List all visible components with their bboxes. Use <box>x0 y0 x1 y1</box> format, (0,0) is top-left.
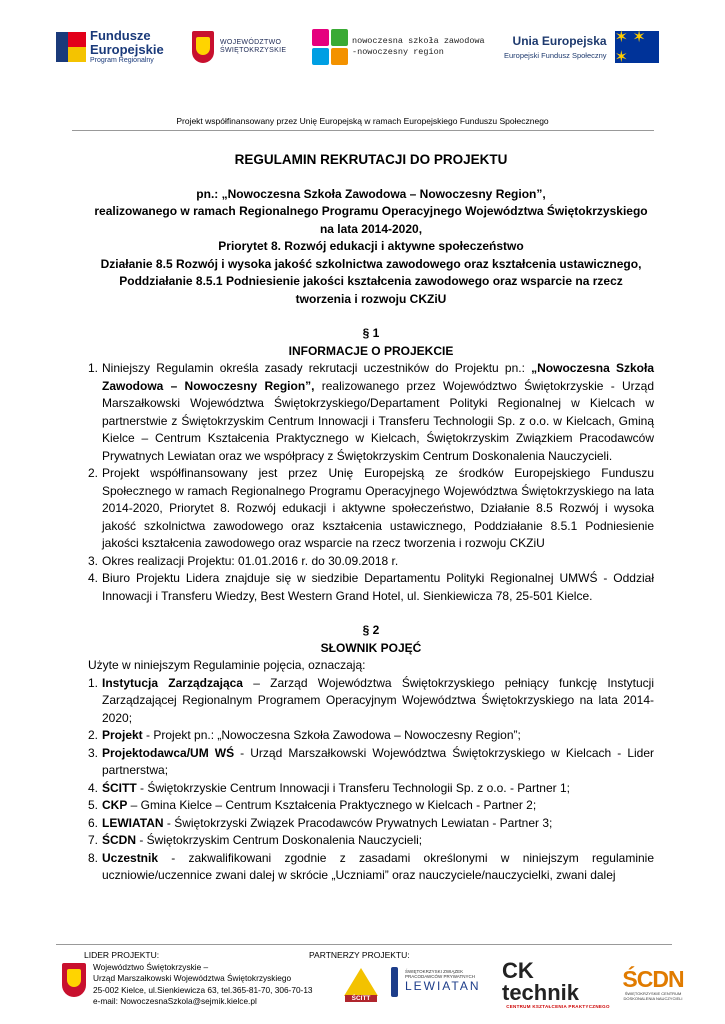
definition: - Świętokrzyskie Centrum Innowacji i Transferu Technologii Sp. z o.o. - Partner 1; <box>136 780 570 795</box>
term: Projektodawca/UM WŚ <box>102 745 235 760</box>
ws-line2: ŚWIĘTOKRZYSKIE <box>220 47 287 54</box>
ue-line1: Unia Europejska <box>512 34 607 49</box>
definition: - zakwalifikowani zgodnie z zasadami określonymi w niniejszym regulaminie uczniowie/uczennice zwani dalej w skrócie „Uczniami” oraz nauczyciele/nauczycielki, zwani dalej <box>102 850 654 882</box>
list-item: 1. Niniejszy Regulamin określa zasady rekrutacji uczestników do Projektu pn.: „Nowoczesna Szkoła Zawodowa – Nowoczesny Region”, realizowanego przez Województwo Świętokrzyskie - Urząd Marszałkowski Województwa Świętokrzyskiego/Departament Polityki Regionalnej w Kielcach w partnerstwie z Świętokrzyskim Centrum Innowacji i Transferu Technologii Sp. z o.o. w Kielcach, Gminą Kielce – Centrum Kształcenia Praktycznego w Kielcach, Świętokrzyskim Związkiem Pracodawców Prywatnych Lewiatan oraz we współpracy z Świętokrzyskim Centrum Doskonalenia Nauczycieli. <box>88 361 654 463</box>
fundusze-europejskie-logo <box>56 18 164 76</box>
list-item: 5. CKP – Gmina Kielce – Centrum Kształcenia Praktycznego w Kielcach - Partner 2; <box>88 798 537 812</box>
list-item: 1. Instytucja Zarządzająca – Zarząd Województwa Świętokrzyskiego pełniący funkcję Instytucji Zarządzającej Regionalnym Programem Operacyjnym Województwa Świętokrzyskiego na lata 2014-2020; <box>88 675 654 725</box>
unia-europejska-logo <box>504 18 659 76</box>
eu-stars: ✶ ✶ ✶ <box>614 29 646 66</box>
term: ŚCDN <box>102 833 137 847</box>
definition: - Świętokrzyskim Centrum Doskonalenia Nauczycieli; <box>136 833 423 847</box>
lewiatan-logo <box>391 964 495 1000</box>
ue-line2: Europejski Fundusz Społeczny <box>504 50 607 60</box>
scitt-logo <box>343 964 379 1000</box>
address-line: Województwo Świętokrzyskie – <box>93 962 209 972</box>
section-2-title: SŁOWNIK POJĘĆ <box>320 640 422 655</box>
section-1-number: § 1 <box>362 326 380 340</box>
ck-technik-logo <box>502 957 614 1009</box>
subtitle-line-4: Priorytet 8. Rozwój edukacji i aktywne społeczeństwo <box>218 239 524 253</box>
subtitle-line-5: Działanie 8.5 Rozwój i wysoka jakość szkolnictwa zawodowego oraz kształcenia ustawicznego, <box>100 256 642 271</box>
lewiatan-small: ŚWIĘTOKRZYSKI ZWIĄZEK PRACODAWCÓW PRYWATNYCH <box>404 969 475 980</box>
document-body <box>88 151 654 885</box>
nsz-line1: nowoczesna szkoła zawodowa <box>352 35 485 46</box>
list-item: 2. Projekt współfinansowany jest przez Unię Europejską ze środków Europejskiego Funduszu Społecznego w ramach Regionalnego Programu Operacyjnego Województwa Świętokrzyskiego na lata 2014-2020, Priorytet 8. Rozwój edukacji i aktywne społeczeństwo, Działanie 8.5 Rozwój i wysoka jakość szkolnictwa zawodowego oraz kształcenia ustawicznego, Poddziałanie 8.5.1 Podniesienie jakości kształcenia zawodowego oraz wsparcie na rzecz tworzenia i rozwoju CKZiU <box>88 465 654 553</box>
scitt-label: ŚCITT <box>345 995 377 1002</box>
list-item: 4. ŚCITT - Świętokrzyskie Centrum Innowacji i Transferu Technologii Sp. z o.o. - Partner 1; <box>88 780 570 795</box>
term: Instytucja Zarządzająca <box>102 675 243 690</box>
section-2-list <box>88 675 654 885</box>
s1-item1-pre: Niniejszy Regulamin określa zasady rekrutacji uczestników do Projektu pn.: <box>102 361 532 375</box>
subtitle-line-7: tworzenia i rozwoju CKZiU <box>295 291 447 306</box>
fe-star-icon <box>56 32 86 62</box>
lewiatan-big: LEWIATAN <box>404 979 481 994</box>
s1-item2: Projekt współfinansowany jest przez Unię Europejską ze środków Europejskiego Funduszu Społecznego w ramach Regionalnego Programu Operacyjnego Województwa Świętokrzyskiego na lata 2014-2020, Priorytet 8. Rozwój edukacji i aktywne społeczeństwo, Działanie 8.5 Rozwój i wysoka jakość szkolnictwa zawodowego oraz kształcenia ustawicznego, Poddziałanie 8.5.1 Podniesienie jakości kształcenia zawodowego oraz wsparcie na rzecz tworzenia i rozwoju CKZiU <box>102 466 654 550</box>
lider-label: LIDER PROJEKTU: <box>84 950 160 960</box>
email-line: e-mail: NowoczesnaSzkola@sejmik.kielce.pl <box>93 995 257 1006</box>
list-item: 8. Uczestnik - zakwalifikowani zgodnie z zasadami określonymi w niniejszym regulaminie uczniowie/uczennice zwani dalej w skrócie „Uczniami” oraz nauczyciele/nauczycielki, zwani dalej <box>88 850 654 882</box>
s1-item1-post: realizowanego przez Województwo Świętokrzyskie - Urząd Marszałkowski Województwa Świętokrzyskiego/Departament Polityki Regionalnej w Kielcach w partnerstwie z Świętokrzyskim Centrum Innowacji i Transferu Technologii Sp. z o.o. w Kielcach, Gminą Kielce – Centrum Kształcenia Praktycznego w Kielcach, Świętokrzyskim Związkiem Pracodawców Prywatnych Lewiatan oraz we współpracy z Świętokrzyskim Centrum Doskonalenia Nauczycieli. <box>102 378 654 463</box>
lider-address <box>93 962 313 1007</box>
ck-small: CENTRUM KSZTAŁCENIA PRAKTYCZNEGO <box>506 1003 610 1009</box>
term: Projekt <box>102 728 143 742</box>
address-line: 25-002 Kielce, ul.Sienkiewicza 63, tel.365-81-70, 306-70-13 <box>93 984 313 995</box>
section-1-title: INFORMACJE O PROJEKCIE <box>288 343 454 358</box>
term: CKP <box>102 798 128 812</box>
section-2-intro: Użyte w niniejszym Regulaminie pojęcia, oznaczają: <box>88 658 366 672</box>
ck-big: CK technik <box>502 957 580 1005</box>
eu-flag-icon <box>614 29 659 66</box>
document-title: REGULAMIN REKRUTACJI DO PROJEKTU <box>234 152 508 167</box>
address-line: Urząd Marszałkowski Województwa Świętokrzyskiego <box>93 973 292 984</box>
partners-label: PARTNERZY PROJEKTU: <box>309 950 410 960</box>
definition: - Projekt pn.: „Nowoczesna Szkoła Zawodowa – Nowoczesny Region”; <box>142 728 521 742</box>
coat-of-arms-icon <box>192 31 214 63</box>
list-item: 4. Biuro Projektu Lidera znajduje się w siedzibie Departamentu Polityki Regionalnej UMWŚ - Oddział Innowacji i Transferu Wiedzy, Best Western Grand Hotel, ul. Sienkiewicza 78, 25-501 Kielce. <box>88 570 654 605</box>
term: Uczestnik <box>102 850 159 865</box>
puzzle-icon <box>312 29 348 65</box>
subtitle-line-1: pn.: „Nowoczesna Szkoła Zawodowa – Nowoczesny Region”, <box>196 186 546 201</box>
coat-of-arms-icon <box>62 963 86 997</box>
definition: - Świętokrzyski Związek Pracodawców Prywatnych Lewiatan - Partner 3; <box>163 815 553 830</box>
list-item: 6. LEWIATAN - Świętokrzyski Związek Pracodawców Prywatnych Lewiatan - Partner 3; <box>88 815 553 830</box>
triangle-icon <box>344 968 378 996</box>
definition: - Urząd Marszałkowski Województwa Świętokrzyskiego w Kielcach - Lider partnerstwa; <box>102 745 654 777</box>
fe-line3: Program Regionalny <box>90 57 154 65</box>
lewiatan-mark-icon <box>391 967 398 997</box>
nsz-line2: -nowoczesny region <box>352 47 444 57</box>
s1-item3: Okres realizacji Projektu: 01.01.2016 r. do 30.09.2018 r. <box>102 553 399 568</box>
scdn-logo <box>618 964 688 1004</box>
s1-item1-bold: „Nowoczesna Szkoła Zawodowa – Nowoczesny Region”, <box>102 361 654 393</box>
list-item: 7. ŚCDN - Świętokrzyskim Centrum Doskonalenia Nauczycieli; <box>88 833 423 847</box>
footer-divider <box>56 944 672 945</box>
section-1-list <box>88 360 654 605</box>
header-divider <box>72 130 654 131</box>
nowoczesna-szkola-logo <box>312 18 485 76</box>
list-item: 3. Okres realizacji Projektu: 01.01.2016 r. do 30.09.2018 r. <box>88 553 654 571</box>
cofinanced-note: Projekt współfinansowany przez Unię Europejską w ramach Europejskiego Funduszu Społecznego <box>176 116 549 126</box>
term: LEWIATAN <box>102 815 164 830</box>
subtitle-line-3: na lata 2014-2020, <box>319 221 423 236</box>
subtitle-line-6: Poddziałanie 8.5.1 Podniesienie jakości kształcenia zawodowego oraz wsparcie na rzecz <box>119 274 623 288</box>
definition: – Zarząd Województwa Świętokrzyskiego pełniący funkcję Instytucji Zarządzającej Regionalnym Programem Operacyjnym Województwa Świętokrzyskiego na lata 2014-2020; <box>102 675 654 725</box>
scdn-small: ŚWIĘTOKRZYSKIE CENTRUM DOSKONALENIA NAUCZYCIELI <box>623 991 683 1001</box>
term: ŚCITT <box>102 780 137 795</box>
fe-line2: Europejskie <box>90 41 164 57</box>
list-item: 3. Projektodawca/UM WŚ - Urząd Marszałkowski Województwa Świętokrzyskiego w Kielcach - Lider partnerstwa; <box>88 745 654 777</box>
subtitle-line-2: realizowanego w ramach Regionalnego Programu Operacyjnego Województwa Świętokrzyskiego <box>94 204 648 218</box>
list-item: 2. Projekt - Projekt pn.: „Nowoczesna Szkoła Zawodowa – Nowoczesny Region”; <box>88 728 521 742</box>
wojewodztwo-logo <box>192 18 286 76</box>
definition: – Gmina Kielce – Centrum Kształcenia Praktycznego w Kielcach - Partner 2; <box>127 798 537 812</box>
header-logos <box>56 18 686 76</box>
section-2-number: § 2 <box>362 623 380 637</box>
ws-line1: WOJEWÓDZTWO <box>220 38 282 46</box>
fe-line1: Fundusze <box>90 28 151 44</box>
s1-item4: Biuro Projektu Lidera znajduje się w siedzibie Departamentu Polityki Regionalnej UMWŚ - Oddział Innowacji i Transferu Wiedzy, Best Western Grand Hotel, ul. Sienkiewicza 78, 25-501 Kielce. <box>102 571 654 603</box>
scdn-big: ŚCDN <box>622 966 684 992</box>
